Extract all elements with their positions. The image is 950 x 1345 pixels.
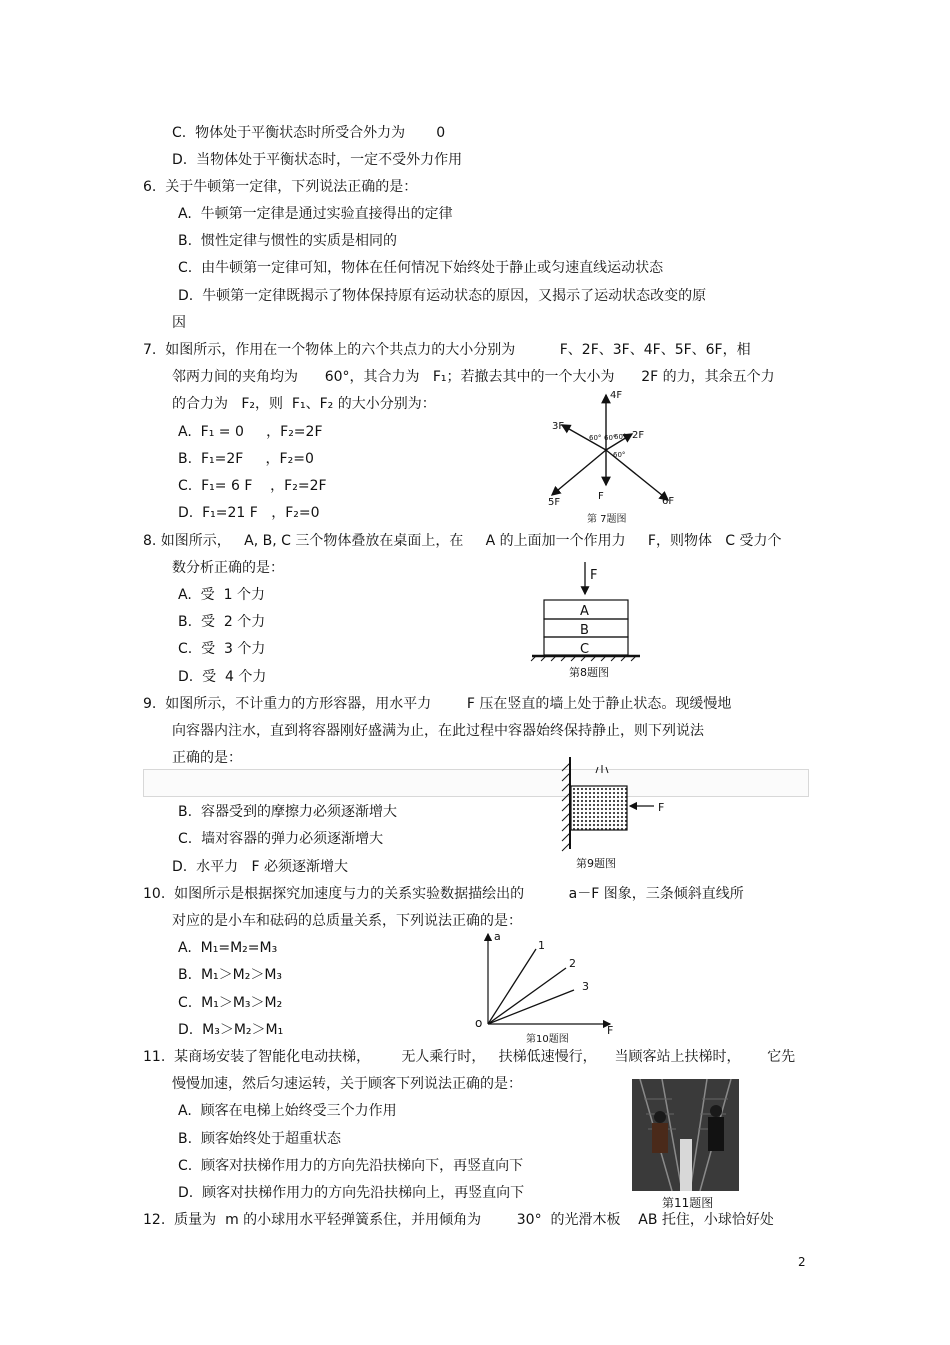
text-line: 向容器内注水，直到将容器刚好盛满为止，在此过程中容器始终保持静止，则下列说法 — [172, 723, 704, 739]
text-line: A. M₁=M₂=M₃ — [178, 940, 278, 956]
text-line: 9. 如图所示，不计重力的方形容器，用水平力 F 压在竖直的墙上处于静止状态。现缓慢地 — [143, 696, 732, 712]
text-line: 数分析正确的是： — [172, 560, 284, 576]
figure-9-caption: 第9题图 — [576, 857, 616, 870]
figure-8-caption: 第8题图 — [569, 666, 609, 679]
line-2 — [488, 968, 566, 1024]
text-line: 8. 如图所示， A, B, C 三个物体叠放在桌面上，在 A 的上面加一个作用力 F，则物体 C 受力个 — [143, 533, 782, 549]
text-line: D. M₃＞M₂＞M₁ — [178, 1022, 284, 1038]
block-c-label: C — [580, 642, 590, 657]
line-2-label: 2 — [569, 957, 576, 970]
text-line: 11. 某商场安装了智能化电动扶梯， 无人乘行时， 扶梯低速慢行， 当顾客站上扶梯时， 它先 — [143, 1049, 796, 1065]
text-line: D. 顾客对扶梯作用力的方向先沿扶梯向上，再竖直向下 — [178, 1185, 525, 1201]
text-line: A. 牛顿第一定律是通过实验直接得出的定律 — [178, 206, 453, 222]
text-line: D. 当物体处于平衡状态时，一定不受外力作用 — [172, 152, 463, 168]
angle-label-4: 60° — [614, 433, 627, 441]
text-line: B. F₁=2F ，F₂=0 — [178, 451, 314, 467]
text-line: C. 顾客对扶梯作用力的方向先沿扶梯向下，再竖直向下 — [178, 1158, 524, 1174]
text-line: C. 受 3 个力 — [178, 641, 266, 657]
text-line: 慢慢加速，然后匀速运转，关于顾客下列说法正确的是： — [172, 1076, 522, 1092]
angle-label-1: 60° — [589, 434, 602, 442]
page-number: 2 — [798, 1255, 806, 1269]
escalator-photo — [632, 1079, 739, 1191]
text-line: 正确的是： — [172, 750, 242, 766]
figure-8-stacked-blocks — [528, 560, 648, 680]
line-3-label: 3 — [582, 980, 589, 993]
origin-label: o — [475, 1016, 483, 1030]
line-1 — [488, 949, 536, 1024]
text-line: B. 容器受到的摩擦力必须逐渐增大 — [178, 804, 397, 820]
text-line: D. 受 4 个力 — [178, 669, 267, 685]
water-container — [571, 786, 627, 830]
angle-label-2: 60° — [604, 434, 617, 442]
label-f: F — [598, 491, 604, 502]
text-line: D. 牛顿第一定律既揭示了物体保持原有运动状态的原因，又揭示了运动状态改变的原 — [178, 288, 707, 304]
force-label: F — [658, 801, 665, 814]
label-6f: 6F — [662, 496, 675, 507]
text-line: 的合力为 F₂，则 F₁、F₂ 的大小分别为： — [172, 396, 436, 412]
text-line: B. 惯性定律与惯性的实质是相同的 — [178, 233, 397, 249]
text-line: C. M₁＞M₃＞M₂ — [178, 995, 283, 1011]
text-line: B. M₁＞M₂＞M₃ — [178, 967, 283, 983]
label-3f: 3F — [552, 421, 565, 432]
figure-7-caption: 第 7题图 — [587, 514, 627, 525]
text-line: 7. 如图所示，作用在一个物体上的六个共点力的大小分别为 F、2F、3F、4F、5F、6F，相 — [143, 342, 751, 358]
x-axis-label: F — [607, 1024, 614, 1037]
figure-9-container-on-wall — [548, 755, 678, 875]
block-a-label: A — [580, 604, 589, 619]
label-4f: 4F — [610, 390, 623, 401]
text-line: B. 顾客始终处于超重状态 — [178, 1131, 341, 1147]
highlight-row — [143, 769, 809, 797]
figure-11-caption: 第11题图 — [662, 1196, 714, 1210]
text-line: 10. 如图所示是根据探究加速度与力的关系实验数据描绘出的 a－F 图象，三条倾斜直线所 — [143, 886, 744, 902]
text-line: D. 水平力 F 必须逐渐增大 — [172, 859, 348, 875]
force-5f-arrow — [552, 450, 606, 495]
text-line: A. F₁ = 0 ，F₂=2F — [178, 424, 323, 440]
text-line: 12. 质量为 m 的小球用水平轻弹簧系住，并用倾角为 30° 的光滑木板 AB 托住，小球恰好处 — [143, 1212, 774, 1228]
line-3 — [488, 990, 574, 1024]
text-line: D. F₁=21 F ，F₂=0 — [178, 505, 320, 521]
figure-10-caption: 第10题图 — [526, 1034, 569, 1045]
figure-7-force-diagram — [540, 385, 690, 525]
force-label-f: F — [590, 568, 598, 583]
text-line: 对应的是小车和砝码的总质量关系，下列说法正确的是： — [172, 913, 522, 929]
figure-10-a-f-graph — [470, 928, 620, 1048]
block-b-label: B — [580, 623, 589, 638]
text-line: 6. 关于牛顿第一定律，下列说法正确的是： — [143, 179, 418, 195]
text-line: C. 物体处于平衡状态时所受合外力为 0 — [172, 125, 446, 141]
line-1-label: 1 — [538, 939, 545, 952]
text-line: A. 受 1 个力 — [178, 587, 265, 603]
text-line: C. 由牛顿第一定律可知，物体在任何情况下始终处于静止或匀速直线运动状态 — [178, 260, 664, 276]
text-line: 因 — [172, 315, 186, 331]
label-5f: 5F — [548, 497, 561, 508]
text-line: B. 受 2 个力 — [178, 614, 266, 630]
text-line: 邻两力间的夹角均为 60°，其合力为 F₁；若撤去其中的一个大小为 2F 的力，其余五个力 — [172, 369, 775, 385]
text-line: C. 墙对容器的弹力必须逐渐增大 — [178, 831, 384, 847]
angle-label-3: 60° — [613, 451, 626, 459]
text-line: A. 顾客在电梯上始终受三个力作用 — [178, 1103, 397, 1119]
text-line: C. F₁= 6 F ，F₂=2F — [178, 478, 327, 494]
label-2f: 2F — [632, 430, 645, 441]
y-axis-label: a — [494, 930, 501, 943]
